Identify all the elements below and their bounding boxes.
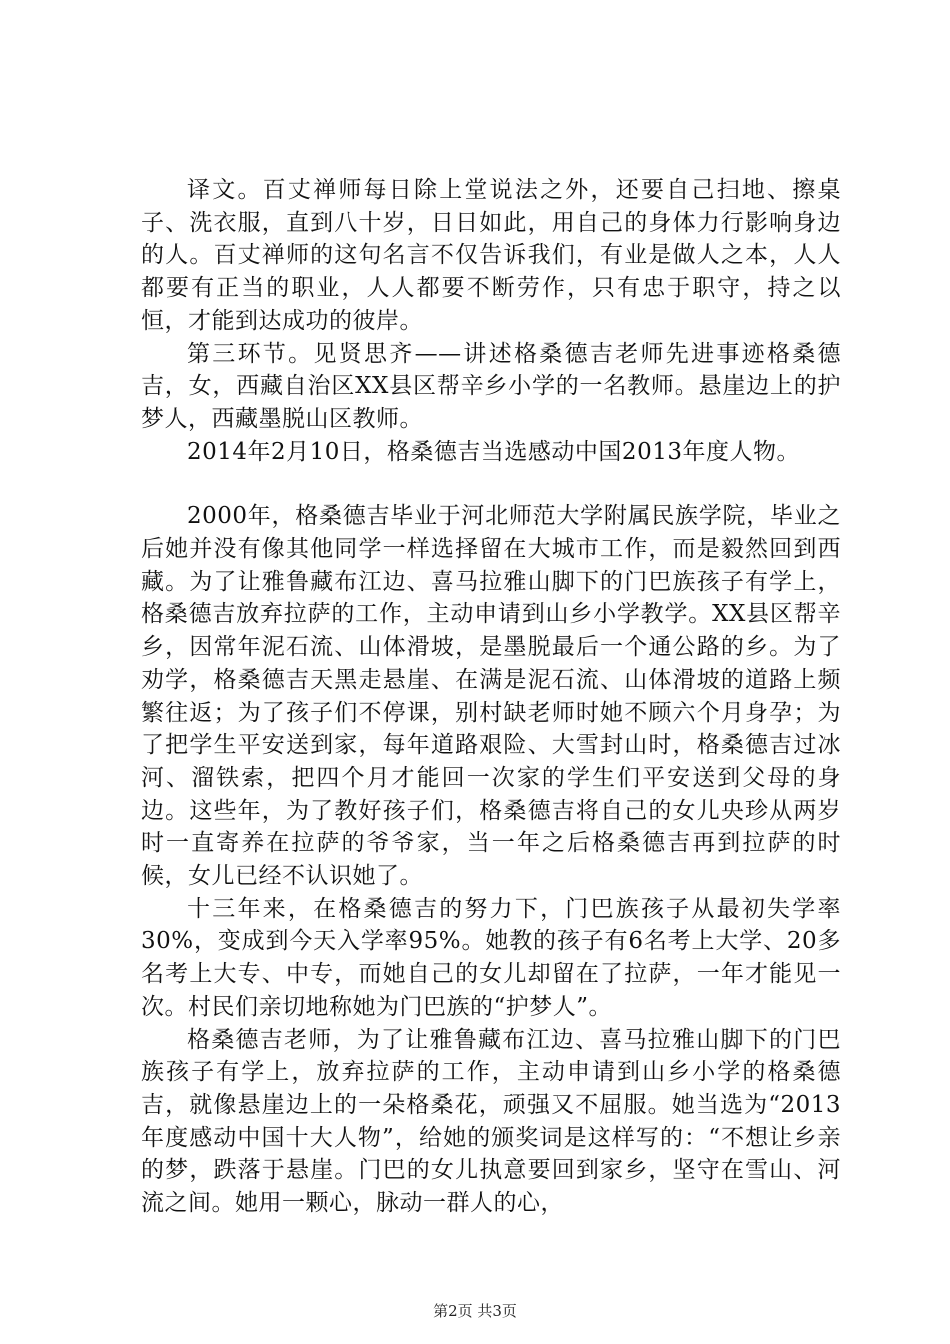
page-number-footer: 第2页 共3页 [433, 1302, 517, 1320]
paragraph-award-date: 2014年2月10日，格桑德吉当选感动中国2013年度人物。 [187, 438, 800, 465]
paragraph-translation: 译文。百丈禅师每日除上堂说法之外，还要自己扫地、擦桌子、洗衣服，直到八十岁，日日如此，用自己的身体力行影响身边的人。百丈禅师的这句名言不仅告诉我们，有业是做人之本，人人都要有正当的职业，人人都要不断劳作，只有忠于职守，持之以恒，才能到达成功的彼岸。 [141, 177, 841, 334]
paragraph-biography: 2000年，格桑德吉毕业于河北师范大学附属民族学院，毕业之后她并没有像其他同学一样选择留在大城市工作，而是毅然回到西藏。为了让雅鲁藏布江边、喜马拉雅山脚下的门巴族孩子有学上，格桑德吉放弃拉萨的工作，主动申请到山乡小学教学。XX县区帮辛乡，因常年泥石流、山体滑坡，是墨脱最后一个通公路的乡。为了劝学，格桑德吉天黑走悬崖、在满是泥石流、山体滑坡的道路上频繁往返；为了孩子们不停课，别村缺老师时她不顾六个月身孕；为了把学生平安送到家，每年道路艰险、大雪封山时，格桑德吉过冰河、溜铁索，把四个月才能回一次家的学生们平安送到父母的身边。这些年，为了教好孩子们，格桑德吉将自己的女儿央珍从两岁时一直寄养在拉萨的爷爷家，当一年之后格桑德吉再到拉萨的时候，女儿已经不认识她了。 [141, 503, 841, 890]
paragraph-third-section: 第三环节。见贤思齐——讲述格桑德吉老师先进事迹格桑德吉，女，西藏自治区XX县区帮辛乡小学的一名教师。悬崖边上的护梦人，西藏墨脱山区教师。 [141, 340, 841, 432]
document-body [141, 174, 841, 1220]
paragraph-award-citation: 格桑德吉老师，为了让雅鲁藏布江边、喜马拉雅山脚下的门巴族孩子有学上，放弃拉萨的工作，主动申请到山乡小学的格桑德吉，就像悬崖边上的一朵格桑花，顽强又不屈服。她当选为“2013年度感动中国十大人物”，给她的颁奖词是这样写的：“不想让乡亲的梦，跌落于悬崖。门巴的女儿执意要回到家乡，坚守在雪山、河流之间。她用一颗心，脉动一群人的心， [141, 1026, 841, 1217]
paragraph-achievements: 十三年来，在格桑德吉的努力下，门巴族孩子从最初失学率30%，变成到今天入学率95%。她教的孩子有6名考上大学、20多名考上大专、中专，而她自己的女儿却留在了拉萨，一年才能见一次。村民们亲切地称她为门巴族的“护梦人”。 [141, 895, 841, 1020]
